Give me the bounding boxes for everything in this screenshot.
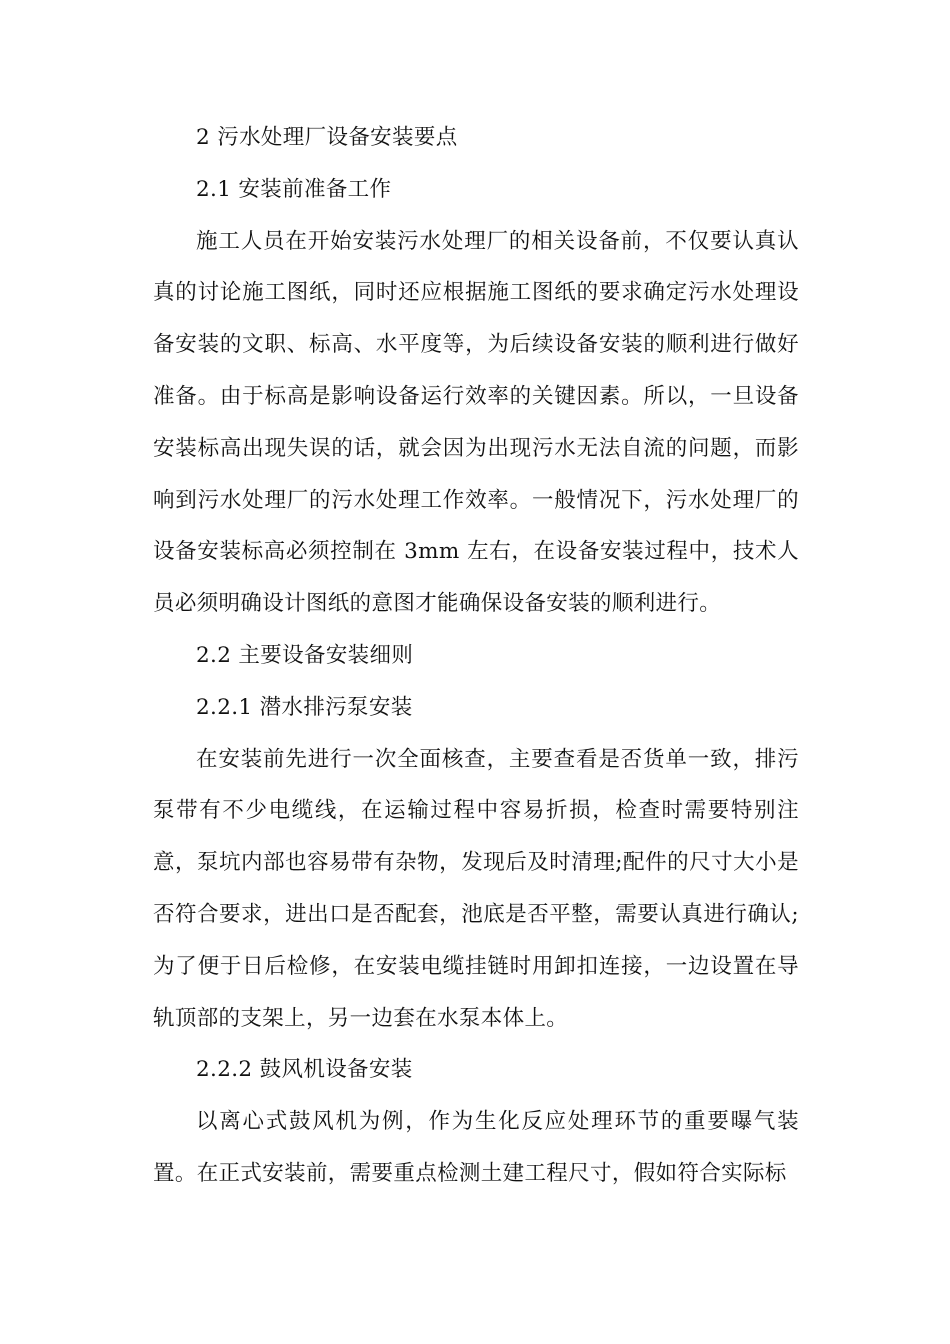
section-2-2-heading: 2.2 主要设备安装细则	[196, 642, 414, 668]
section-2-1-paragraph: 施工人员在开始安装污水处理厂的相关设备前，不仅要认真认真的讨论施工图纸，同时还应根据施工图纸的要求确定污水处理设备安装的文职、标高、水平度等，为后续设备安装的顺利进行做好准备。由于标高是影响设备运行效率的关键因素。所以，一旦设备安装标高出现失误的话，就会因为出现污水无法自流的问题，而影响到污水处理厂的污水处理工作效率。一般情况下，污水处理厂的设备安装标高必须控制在 3mm 左右，在设备安装过程中，技术人员必须明确设计图纸的意图才能确保设备安装的顺利进行。	[153, 228, 799, 617]
document-body	[153, 112, 799, 1200]
section-2-1-heading: 2.1 安装前准备工作	[196, 176, 392, 202]
section-2-heading: 2 污水处理厂设备安装要点	[196, 125, 458, 150]
section-2-2-1-paragraph: 在安装前先进行一次全面核查，主要查看是否货单一致，排污泵带有不少电缆线，在运输过程中容易折损，检查时需要特别注意，泵坑内部也容易带有杂物，发现后及时清理;配件的尺寸大小是否符合要求，进出口是否配套，池底是否平整，需要认真进行确认;为了便于日后检修，在安装电缆挂链时用卸扣连接，一边设置在导轨顶部的支架上，另一边套在水泵本体上。	[153, 746, 799, 1031]
section-2-2-1-heading: 2.2.1 潜水排污泵安装	[196, 694, 413, 720]
section-2-2-2-heading: 2.2.2 鼓风机设备安装	[196, 1057, 413, 1083]
section-2-2-2-paragraph: 以离心式鼓风机为例，作为生化反应处理环节的重要曝气装置。在正式安装前，需要重点检测土建工程尺寸，假如符合实际标	[153, 1109, 799, 1186]
